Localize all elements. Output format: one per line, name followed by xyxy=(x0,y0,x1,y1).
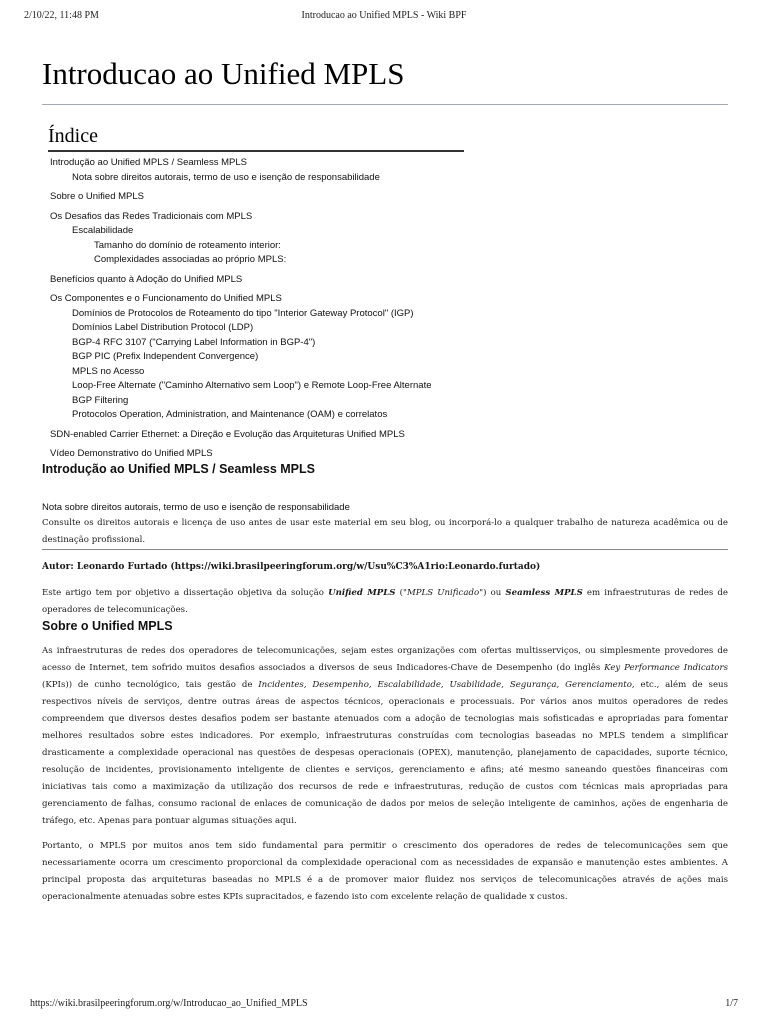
toc-item[interactable]: Benefícios quanto à Adoção do Unified MPLS xyxy=(50,273,243,285)
intro-paragraph xyxy=(42,585,728,619)
copyright-notice-text: Consulte os direitos autorais e licença de uso antes de usar este material em seu blog, ou incorporá-lo a qualquer trabalho de natureza acadêmica ou de destinação profissional. xyxy=(42,517,728,545)
author-line xyxy=(42,559,728,576)
intro-text-4: em infraestruturas de redes de operadores de telecomunicações. xyxy=(42,587,729,615)
toc-item[interactable]: Loop-Free Alternate ("Caminho Alternativo sem Loop") e Remote Loop-Free Alternate xyxy=(72,380,432,391)
about-text-a: As infraestruturas de redes dos operadores de telecomunicações, sejam estes organizações com ofertas multisserviços, ou simplesmente provedores de acesso de Internet, tem sofrido muitos desafios associados a diversos de seus Indicadores-Chave de Desempenho (do inglês xyxy=(42,645,728,673)
term-aspects: Incidentes, Desempenho, Escalabilidade, Usabilidade, Segurança, Gerenciamento xyxy=(258,679,632,690)
print-timestamp: 2/10/22, 11:48 PM xyxy=(24,10,99,21)
about-paragraph-2: Portanto, o MPLS por muitos anos tem sido fundamental para permitir o crescimento dos operadores de redes de telecomunicações sem que necessariamente ocorra um crescimento proporcional da complexidade operacional com as necessidades de expansão e manutenção estes ambientes. A principal proposta das arquiteturas baseadas no MPLS é a de promover maior fluidez nos serviços de telecomunicações através de ações mais operacionalmente atenuadas sobre estes KPIs supracitados, e fazendo isto com excelente relação de qualidade x custos. xyxy=(42,840,728,902)
about-text-b: (KPIs)) de cunho tecnológico, tais gestão de xyxy=(42,679,259,690)
term-unified-mpls: Unified MPLS xyxy=(328,587,396,598)
note-subheading: Nota sobre direitos autorais, termo de uso e isenção de responsabilidade xyxy=(42,501,350,513)
term-kpi: Key Performance Indicators xyxy=(604,662,728,673)
intro-text-2: (" xyxy=(395,587,407,598)
toc-item[interactable]: BGP PIC (Prefix Independent Convergence) xyxy=(72,351,259,362)
section-heading-about: Sobre o Unified MPLS xyxy=(42,618,173,633)
toc-item[interactable]: Nota sobre direitos autorais, termo de uso e isenção de responsabilidade xyxy=(72,171,380,183)
toc-item[interactable]: MPLS no Acesso xyxy=(72,365,145,377)
table-of-contents xyxy=(48,125,464,462)
toc-item[interactable]: SDN-enabled Carrier Ethernet: a Direção e Evolução das Arquiteturas Unified MPLS xyxy=(50,428,405,440)
print-url: https://wiki.brasilpeeringforum.org/w/Introducao_ao_Unified_MPLS xyxy=(30,998,308,1009)
article xyxy=(42,56,728,906)
about-text-c: , etc., além de seus respectivos níveis de serviços, dentre outras áreas de aspectos técnicos, operacionais e processuais. Por vários anos muitos operadores de redes compreendem que diversos destes desafios podem ser bastante atenuados com a adoção de tecnologias mais sofisticadas e apropriadas para fomentar melhores resultados sobre estes indicadores. Por exemplo, infraestruturas construídas com tecnologias baseadas no MPLS tendem a simplificar drasticamente a complexidade operacional nas questões de despesas operacionais (OPEX), manutenção, planejamento de capacidades, suporte técnico, resolução de incidentes, provisionamento inteligente de clientes e serviços, gerenciamento e afins; até mesmo saneando questões financeiras com iniciativas tais como a maximização da utilização dos recursos de rede e infraestruturas, redução de custos com técnicas mais apropriadas para gerenciamento de falhas, consumo racional de enlaces de comunicação de dados por meios de seleção inteligente de caminhos, ações de engenharia de tráfego, etc. Apenas para pontuar algumas situações aqui. xyxy=(42,679,728,826)
about-paragraph-1 xyxy=(42,643,728,830)
toc-item[interactable]: Domínios Label Distribution Protocol (LDP) xyxy=(72,322,254,333)
print-page-title: Introducao ao Unified MPLS - Wiki BPF xyxy=(301,10,467,21)
intro-text-1: Este artigo tem por objetivo a dissertação objetiva da solução xyxy=(42,587,329,598)
intro-text-3: ") ou xyxy=(479,587,506,598)
toc-item[interactable]: Domínios de Protocolos de Roteamento do tipo "Interior Gateway Protocol" (IGP) xyxy=(72,307,414,319)
term-mpls-unificado: MPLS Unificado xyxy=(406,587,480,598)
toc-item[interactable]: Protocolos Operation, Administration, and Maintenance (OAM) e correlatos xyxy=(72,409,388,420)
toc-item[interactable]: Introdução ao Unified MPLS / Seamless MPLS xyxy=(50,157,247,168)
print-header xyxy=(24,10,744,24)
toc-item[interactable]: BGP Filtering xyxy=(72,394,129,406)
toc-item[interactable]: BGP-4 RFC 3107 ("Carrying Label Information in BGP-4") xyxy=(72,336,316,348)
toc-item[interactable]: Complexidades associadas ao próprio MPLS: xyxy=(94,254,287,265)
toc-item[interactable]: Tamanho do domínio de roteamento interior: xyxy=(94,239,281,251)
toc-item[interactable]: Escalabilidade xyxy=(72,225,134,236)
author-text: Autor: Leonardo Furtado (https://wiki.brasilpeeringforum.org/w/Usu%C3%A1rio:Leonardo.furtado) xyxy=(42,561,541,572)
print-footer xyxy=(30,998,738,1012)
page-title: Introducao ao Unified MPLS xyxy=(42,56,728,105)
section-heading-intro: Introdução ao Unified MPLS / Seamless MPLS xyxy=(42,461,315,476)
term-seamless-mpls: Seamless MPLS xyxy=(505,587,583,598)
print-page-number: 1/7 xyxy=(725,998,738,1009)
toc-heading: Índice xyxy=(48,125,464,152)
copyright-notice xyxy=(42,515,728,550)
toc-item[interactable]: Sobre o Unified MPLS xyxy=(50,191,144,202)
toc-list xyxy=(48,156,464,462)
toc-item[interactable]: Os Desafios das Redes Tradicionais com MPLS xyxy=(50,210,253,222)
toc-item[interactable]: Vídeo Demonstrativo do Unified MPLS xyxy=(50,448,213,459)
toc-item[interactable]: Os Componentes e o Funcionamento do Unified MPLS xyxy=(50,293,282,304)
